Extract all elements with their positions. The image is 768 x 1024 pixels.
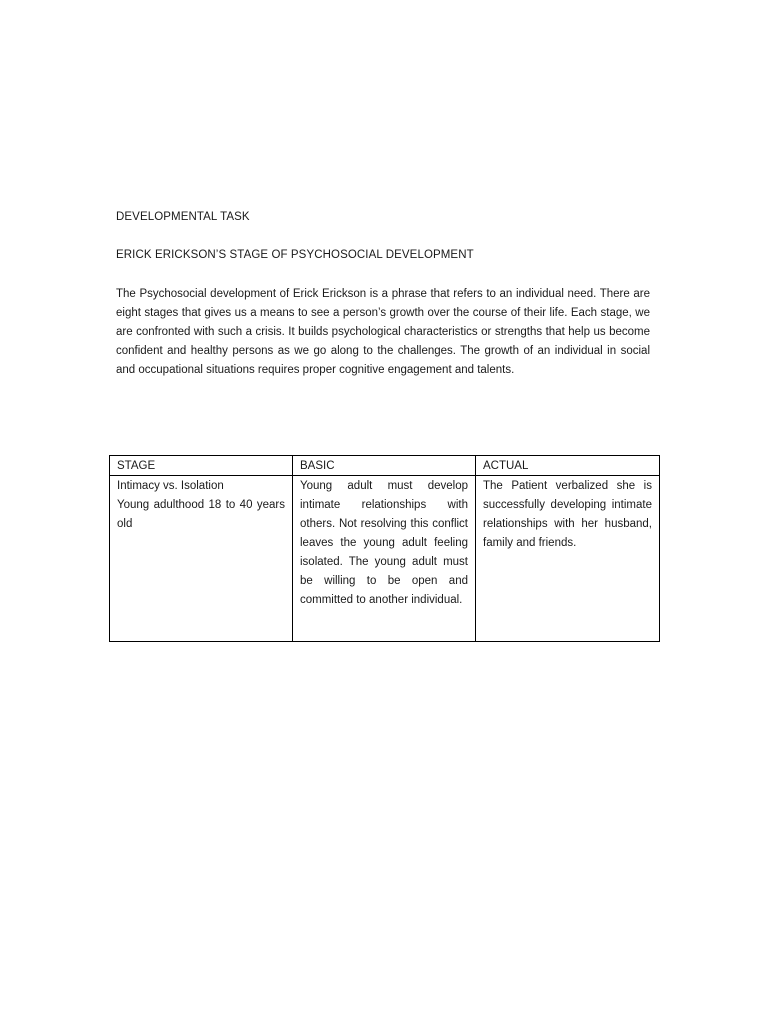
table-header-row [110,456,660,476]
actual-text: The Patient verbalized she is successfully developing intimate relationships with her husband, family and friends. [483,480,652,549]
column-header-actual: ACTUAL [476,456,660,476]
table-row [110,476,660,642]
document-heading: DEVELOPMENTAL TASK [116,211,250,223]
basic-text: Young adult must develop intimate relationships with others. Not resolving this conflict leaves the young adult feeling isolated. The young adult must be willing to be open and committed to another individual. [300,480,468,606]
stage-cell [110,476,293,642]
column-header-basic: BASIC [293,456,476,476]
stage-name: Intimacy vs. Isolation [117,480,224,492]
column-header-stage: STAGE [110,456,293,476]
basic-cell [293,476,476,642]
stage-table [109,455,660,642]
document-subheading: ERICK ERICKSON’S STAGE OF PSYCHOSOCIAL DEVELOPMENT [116,249,474,261]
stage-age-range: Young adulthood 18 to 40 years old [117,499,285,530]
actual-cell [476,476,660,642]
intro-paragraph: The Psychosocial development of Erick Erickson is a phrase that refers to an individual need. There are eight stages that gives us a means to see a person’s growth over the course of their life. Each stage, we are confronted with such a crisis. It builds psychological characteristics or strengths that help us become confident and healthy persons as we go along to the challenges. The growth of an individual in social and occupational situations requires proper cognitive engagement and talents. [116,288,650,376]
